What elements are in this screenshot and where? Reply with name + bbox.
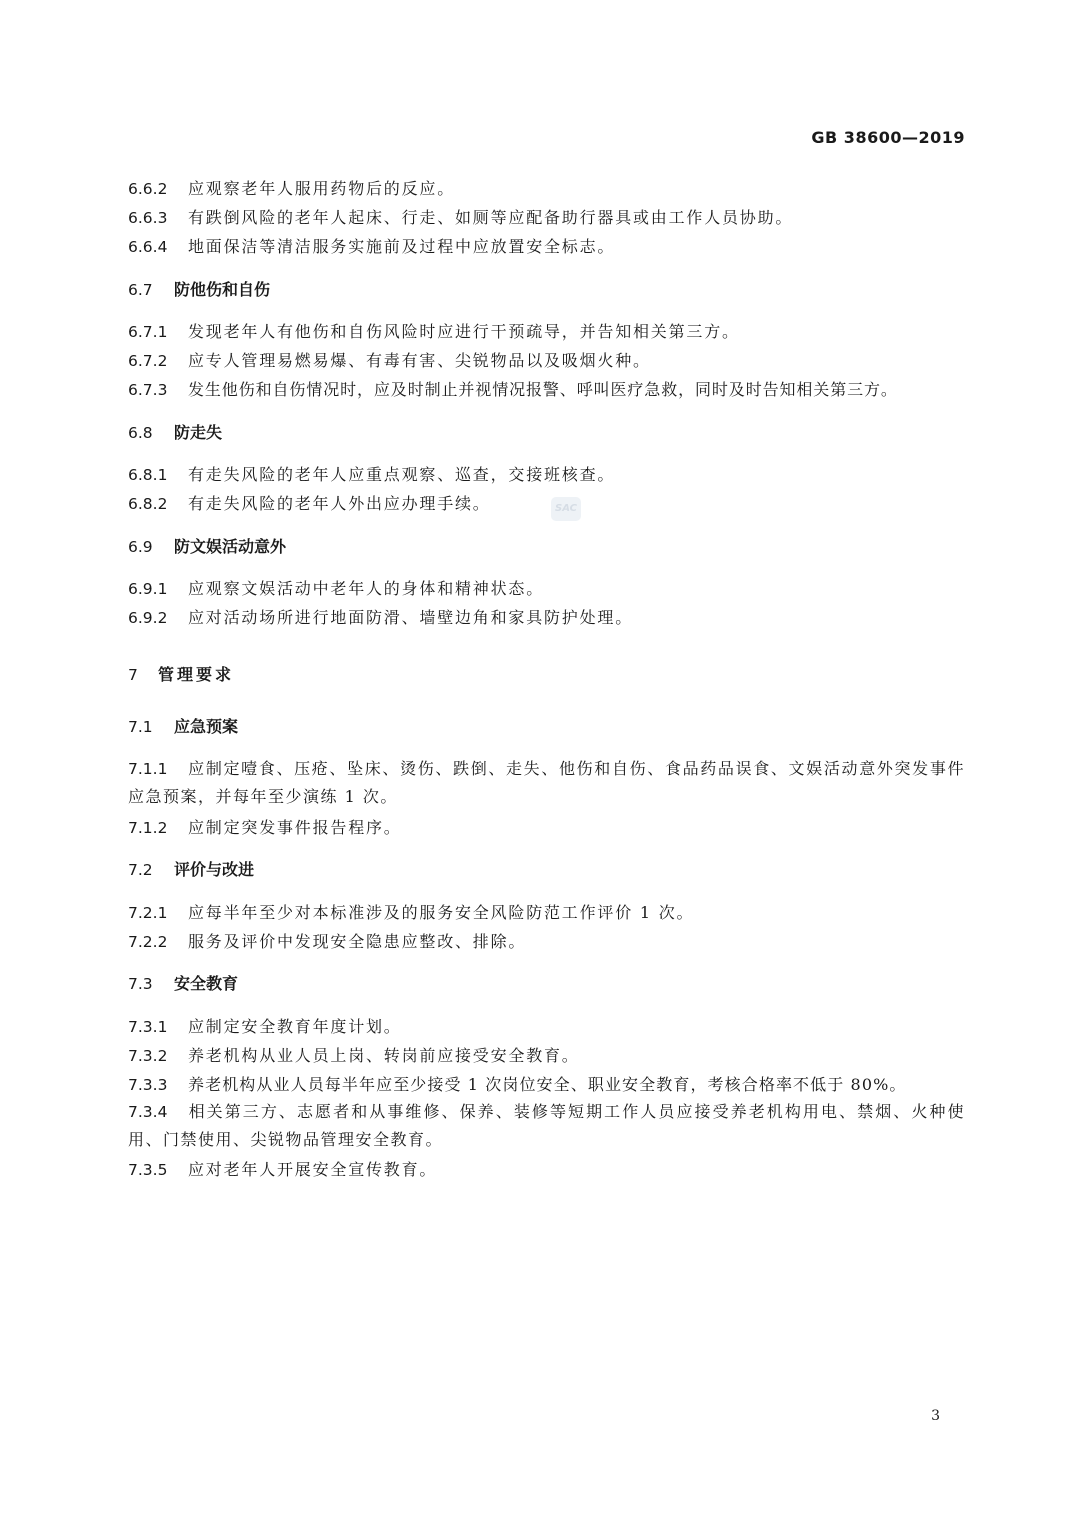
clause-text: 有走失风险的老年人外出应办理手续。 — [188, 494, 491, 513]
clause-6-6-2 — [128, 178, 965, 200]
clause-6-9-1 — [128, 578, 965, 600]
section-heading-6-9 — [128, 536, 965, 558]
clause-number: 6.9.1 — [128, 580, 168, 598]
clause-text: 地面保洁等清洁服务实施前及过程中应放置安全标志。 — [188, 237, 616, 256]
clause-6-6-4 — [128, 236, 965, 258]
section-number: 7.3 — [128, 975, 153, 993]
clause-number: 7.3.4 — [128, 1103, 168, 1121]
section-heading-7-2 — [128, 859, 965, 881]
section-heading-6-7 — [128, 279, 965, 301]
clause-text: 发现老年人有他伤和自伤风险时应进行干预疏导，并告知相关第三方。 — [188, 322, 740, 341]
section-title: 应急预案 — [174, 717, 239, 736]
clause-text: 养老机构从业人员每半年应至少接受 1 次岗位安全、职业安全教育，考核合格率不低于 80%。 — [188, 1075, 907, 1094]
clause-number: 7.1.2 — [128, 819, 168, 837]
clause-number: 7.3.2 — [128, 1047, 168, 1065]
section-title: 安全教育 — [174, 974, 239, 993]
clause-6-7-1 — [128, 321, 965, 343]
clause-6-9-2 — [128, 607, 965, 629]
clause-text: 相关第三方、志愿者和从事维修、保养、装修等短期工作人员应接受养老机构用电、禁烟、火种使用、门禁使用、尖锐物品管理安全教育。 — [128, 1102, 965, 1149]
clause-number: 6.7.2 — [128, 352, 168, 370]
section-heading-6-8 — [128, 422, 965, 444]
clause-7-2-1 — [128, 902, 965, 924]
clause-number: 7.2.2 — [128, 933, 168, 951]
sac-watermark-logo: SAC — [551, 497, 581, 521]
clause-number: 7.3.1 — [128, 1018, 168, 1036]
clause-number: 7.1.1 — [128, 760, 168, 778]
clause-7-3-3 — [128, 1074, 965, 1096]
clause-7-1-2 — [128, 817, 965, 839]
section-title: 防文娱活动意外 — [174, 537, 287, 556]
clause-number: 6.9.2 — [128, 609, 168, 627]
clause-number: 7.3.5 — [128, 1161, 168, 1179]
section-title: 防他伤和自伤 — [174, 280, 271, 299]
clause-number: 6.6.4 — [128, 238, 168, 256]
clause-7-3-2 — [128, 1045, 965, 1067]
clause-text: 服务及评价中发现安全隐患应整改、排除。 — [188, 932, 527, 951]
section-number: 7.2 — [128, 861, 153, 879]
clause-text: 应对活动场所进行地面防滑、墙壁边角和家具防护处理。 — [188, 608, 634, 627]
clause-number: 6.7.3 — [128, 381, 168, 399]
clause-text: 应制定噎食、压疮、坠床、烫伤、跌倒、走失、他伤和自伤、食品药品误食、文娱活动意外突发事件应急预案，并每年至少演练 1 次。 — [128, 759, 965, 806]
clause-text: 有跌倒风险的老年人起床、行走、如厕等应配备助行器具或由工作人员协助。 — [188, 208, 794, 227]
clause-text: 应制定突发事件报告程序。 — [188, 818, 402, 837]
clause-text: 发生他伤和自伤情况时，应及时制止并视情况报警、呼叫医疗急救，同时及时告知相关第三方。 — [188, 380, 898, 399]
clause-number: 7.2.1 — [128, 904, 168, 922]
section-number: 7.1 — [128, 718, 153, 736]
standard-code: GB 38600—2019 — [811, 128, 965, 147]
clause-7-3-1 — [128, 1016, 965, 1038]
section-title: 评价与改进 — [174, 860, 255, 879]
clause-text: 应每半年至少对本标准涉及的服务安全风险防范工作评价 1 次。 — [188, 903, 695, 922]
clause-text: 应观察文娱活动中老年人的身体和精神状态。 — [188, 579, 545, 598]
clause-6-7-3 — [128, 379, 965, 401]
clause-6-7-2 — [128, 350, 965, 372]
page-number: 3 — [931, 1408, 940, 1424]
clause-7-3-5 — [128, 1159, 965, 1181]
chapter-heading-7 — [128, 664, 965, 686]
section-title: 防走失 — [174, 423, 223, 442]
clause-number: 6.8.1 — [128, 466, 168, 484]
clause-text: 养老机构从业人员上岗、转岗前应接受安全教育。 — [188, 1046, 580, 1065]
clause-7-3-4 — [128, 1098, 965, 1154]
section-number: 6.8 — [128, 424, 153, 442]
clause-7-2-2 — [128, 931, 965, 953]
section-number: 6.7 — [128, 281, 153, 299]
clause-number: 6.7.1 — [128, 323, 168, 341]
clause-number: 6.6.2 — [128, 180, 168, 198]
clause-6-8-2 — [128, 493, 965, 515]
clause-6-6-3 — [128, 207, 965, 229]
clause-number: 7.3.3 — [128, 1076, 168, 1094]
clause-text: 应对老年人开展安全宣传教育。 — [188, 1160, 438, 1179]
clause-number: 6.6.3 — [128, 209, 168, 227]
clause-number: 6.8.2 — [128, 495, 168, 513]
section-heading-7-3 — [128, 973, 965, 995]
chapter-number: 7 — [128, 666, 138, 684]
clause-text: 应观察老年人服用药物后的反应。 — [188, 179, 456, 198]
clause-text: 应制定安全教育年度计划。 — [188, 1017, 402, 1036]
clause-6-8-1 — [128, 464, 965, 486]
clause-text: 应专人管理易燃易爆、有毒有害、尖锐物品以及吸烟火种。 — [188, 351, 651, 370]
clause-7-1-1 — [128, 755, 965, 811]
clause-text: 有走失风险的老年人应重点观察、巡查，交接班核查。 — [188, 465, 616, 484]
section-heading-7-1 — [128, 716, 965, 738]
section-number: 6.9 — [128, 538, 153, 556]
chapter-title: 管理要求 — [158, 665, 235, 684]
